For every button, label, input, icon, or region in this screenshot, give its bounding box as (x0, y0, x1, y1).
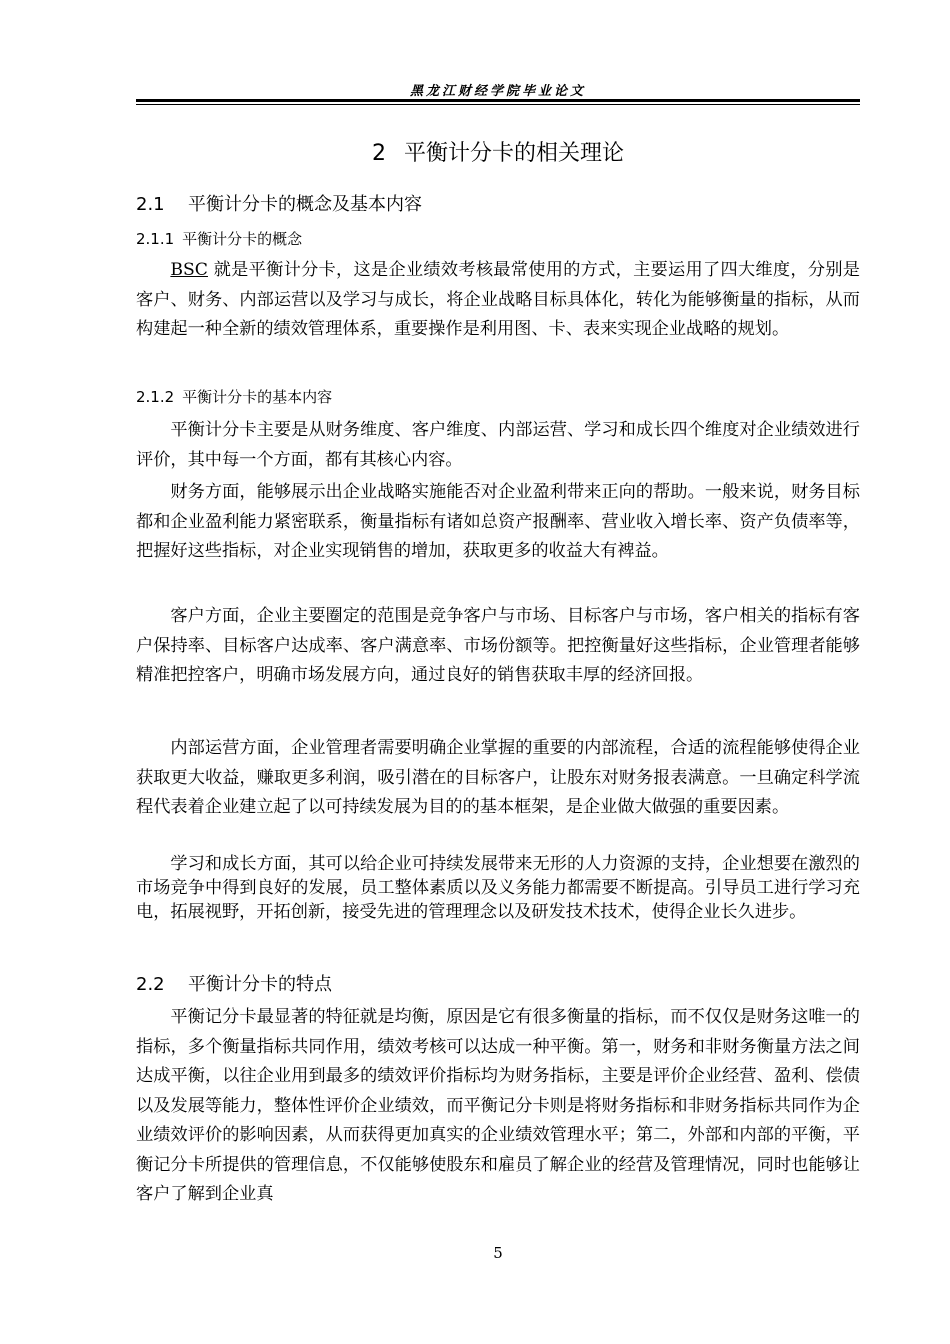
chapter-number: 2 (371, 141, 386, 166)
paragraph-text: 就是平衡计分卡，这是企业绩效考核最常使用的方式，主要运用了四大维度，分别是客户、财务、内部运营以及学习与成长，将企业战略目标具体化，转化为能够衡量的指标，从而构建起一种全新的绩效管理体系，重要操作是利用图、卡、表来实现企业战略的规划。 (136, 260, 860, 339)
paragraph-finance: 财务方面，能够展示出企业战略实施能否对企业盈利带来正向的帮助。一般来说，财务目标都和企业盈利能力紧密联系，衡量指标有诸如总资产报酬率、营业收入增长率、资产负债率等，把握好这些指标，对企业实现销售的增加，获取更多的收益大有裨益。 (136, 482, 860, 561)
paragraph-basic-content: 平衡计分卡主要是从财务维度、客户维度、内部运营、学习和成长四个维度对企业绩效进行评价，其中每一个方面，都有其核心内容。 (136, 420, 860, 470)
section-title: 平衡计分卡的概念及基本内容 (188, 194, 422, 215)
header-rule-thin (136, 104, 860, 105)
chapter-title-text: 平衡计分卡的相关理论 (403, 141, 624, 166)
header-rule-thick (136, 99, 860, 102)
subsection-heading-2-1-1 (136, 228, 302, 249)
section-number: 2.1 (136, 194, 165, 215)
paragraph-features: 平衡记分卡最显著的特征就是均衡，原因是它有很多衡量的指标，而不仅仅是财务这唯一的指标，多个衡量指标共同作用，绩效考核可以达成一种平衡。第一，财务和非财务衡量方法之间达成平衡，以往企业用到最多的绩效评价指标均为财务指标，主要是评价企业经营、盈利、偿债以及发展等能力，整体性评价企业绩效，而平衡记分卡则是将财务指标和非财务指标共同作为企业绩效评价的影响因素，从而获得更加真实的企业绩效管理水平；第二，外部和内部的平衡，平衡记分卡所提供的管理信息，不仅能够使股东和雇员了解企业的经营及管理情况，同时也能够让客户了解到企业真 (136, 1007, 860, 1204)
chapter-title (136, 136, 860, 167)
subsection-number: 2.1.2 (136, 388, 175, 406)
subsection-title: 平衡计分卡的概念 (182, 230, 303, 248)
section-heading-2-1 (136, 190, 422, 216)
section-number: 2.2 (136, 974, 165, 995)
page-number: 5 (493, 1244, 503, 1262)
running-header: 黑龙江财经学院毕业论文 (409, 84, 586, 99)
paragraph-customer: 客户方面，企业主要圈定的范围是竞争客户与市场、目标客户与市场，客户相关的指标有客户保持率、目标客户达成率、客户满意率、市场份额等。把控衡量好这些指标，企业管理者能够精准把控客户，明确市场发展方向，通过良好的销售获取丰厚的经济回报。 (136, 606, 860, 685)
paragraph-internal-operations: 内部运营方面，企业管理者需要明确企业掌握的重要的内部流程，合适的流程能够使得企业获取更大收益，赚取更多利润，吸引潜在的目标客户，让股东对财务报表满意。一旦确定科学流程代表着企业建立起了以可持续发展为目的的基本框架，是企业做大做强的重要因素。 (136, 738, 860, 817)
subsection-title: 平衡计分卡的基本内容 (182, 388, 333, 406)
paragraph-bsc-definition (136, 256, 860, 345)
subsection-heading-2-1-2 (136, 386, 332, 407)
bsc-term: BSC (170, 260, 208, 280)
subsection-number: 2.1.1 (136, 230, 175, 248)
paragraph-learning-growth: 学习和成长方面，其可以给企业可持续发展带来无形的人力资源的支持，企业想要在激烈的市场竞争中得到良好的发展，员工整体素质以及义务能力都需要不断提高。引导员工进行学习充电，拓展视野，开拓创新，接受先进的管理理念以及研发技术技术，使得企业长久进步。 (136, 854, 860, 922)
section-heading-2-2 (136, 970, 332, 996)
section-title: 平衡计分卡的特点 (188, 974, 332, 995)
